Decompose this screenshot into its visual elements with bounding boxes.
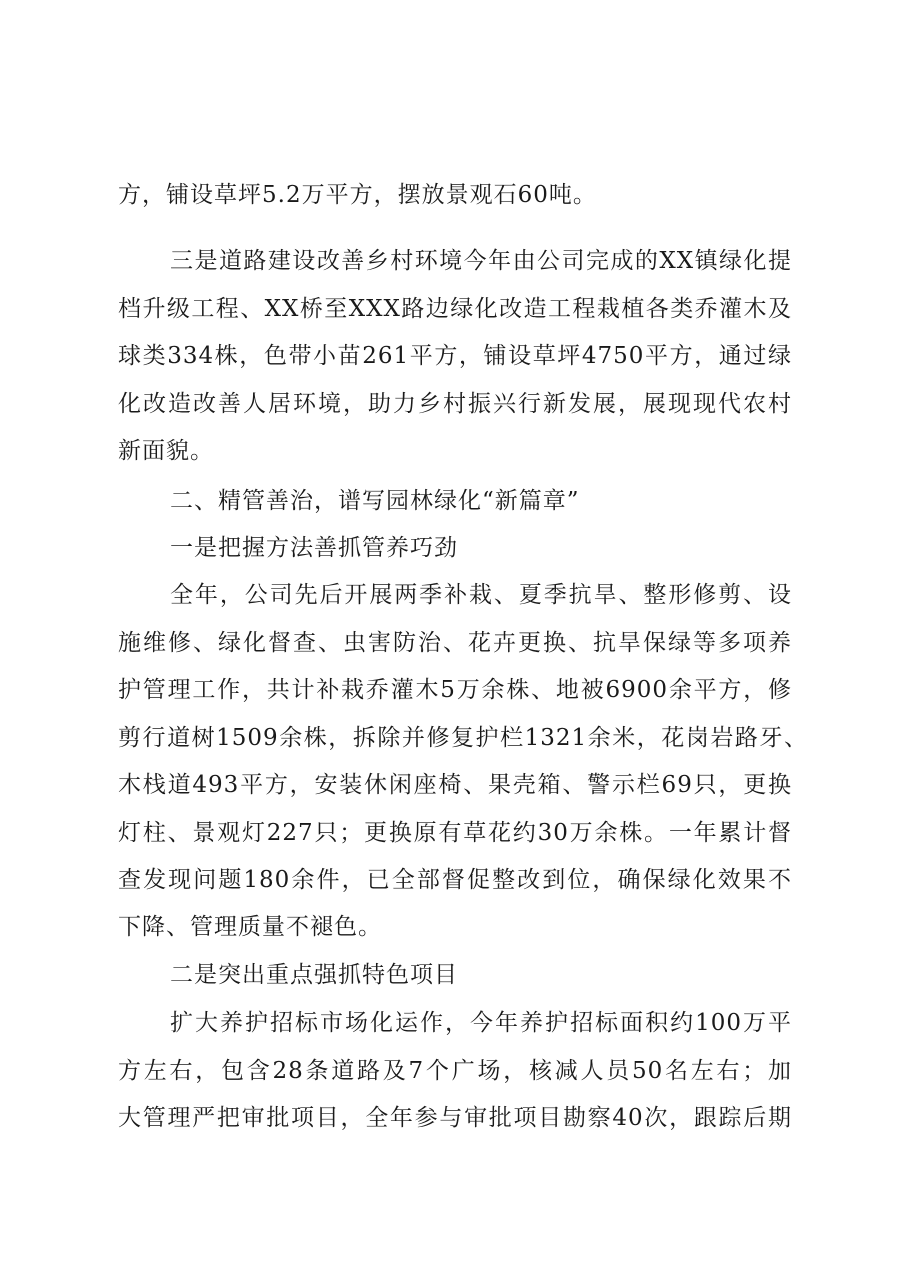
text-line: 全年，公司先后开展两季补栽、夏季抗旱、整形修剪、设 xyxy=(170,582,792,608)
text-line: 三是道路建设改善乡村环境今年由公司完成的XX镇绿化提 xyxy=(170,248,792,274)
text-line: 护管理工作，共计补栽乔灌木5万余株、地被6900余平方，修 xyxy=(118,677,792,703)
text-line: 施维修、绿化督查、虫害防治、花卉更换、抗旱保绿等多项养 xyxy=(118,630,792,656)
text-line: 大管理严把审批项目，全年参与审批项目勘察40次，跟踪后期 xyxy=(118,1105,792,1131)
text-line: 化改造改善人居环境，助力乡村振兴行新发展，展现现代农村 xyxy=(118,391,792,417)
text-line: 球类334株，色带小苗261平方，铺设草坪4750平方，通过绿 xyxy=(118,343,792,369)
text-line: 方，铺设草坪5.2万平方，摆放景观石60吨。 xyxy=(118,182,597,208)
text-line: 查发现问题180余件，已全部督促整改到位，确保绿化效果不 xyxy=(118,867,792,893)
text-line: 新面貌。 xyxy=(118,438,214,464)
text-line: 下降、管理质量不褪色。 xyxy=(118,914,382,940)
text-line: 档升级工程、XX桥至XXX路边绿化改造工程栽植各类乔灌木及 xyxy=(118,296,792,322)
text-line: 木栈道493平方，安装休闲座椅、果壳箱、警示栏69只，更换 xyxy=(118,772,792,798)
text-line: 方左右，包含28条道路及7个广场，核减人员50名左右；加 xyxy=(118,1058,792,1084)
subsection-heading: 一是把握方法善抓管养巧劲 xyxy=(170,535,458,561)
text-line: 剪行道树1509余株，拆除并修复护栏1321余米，花岗岩路牙、 xyxy=(118,725,808,751)
text-line: 扩大养护招标市场化运作，今年养护招标面积约100万平 xyxy=(170,1010,792,1036)
subsection-heading: 二是突出重点强抓特色项目 xyxy=(170,962,458,988)
section-heading: 二、精管善治，谱写园林绿化“新篇章” xyxy=(170,488,580,514)
text-line: 灯柱、景观灯227只；更换原有草花约30万余株。一年累计督 xyxy=(118,820,792,846)
